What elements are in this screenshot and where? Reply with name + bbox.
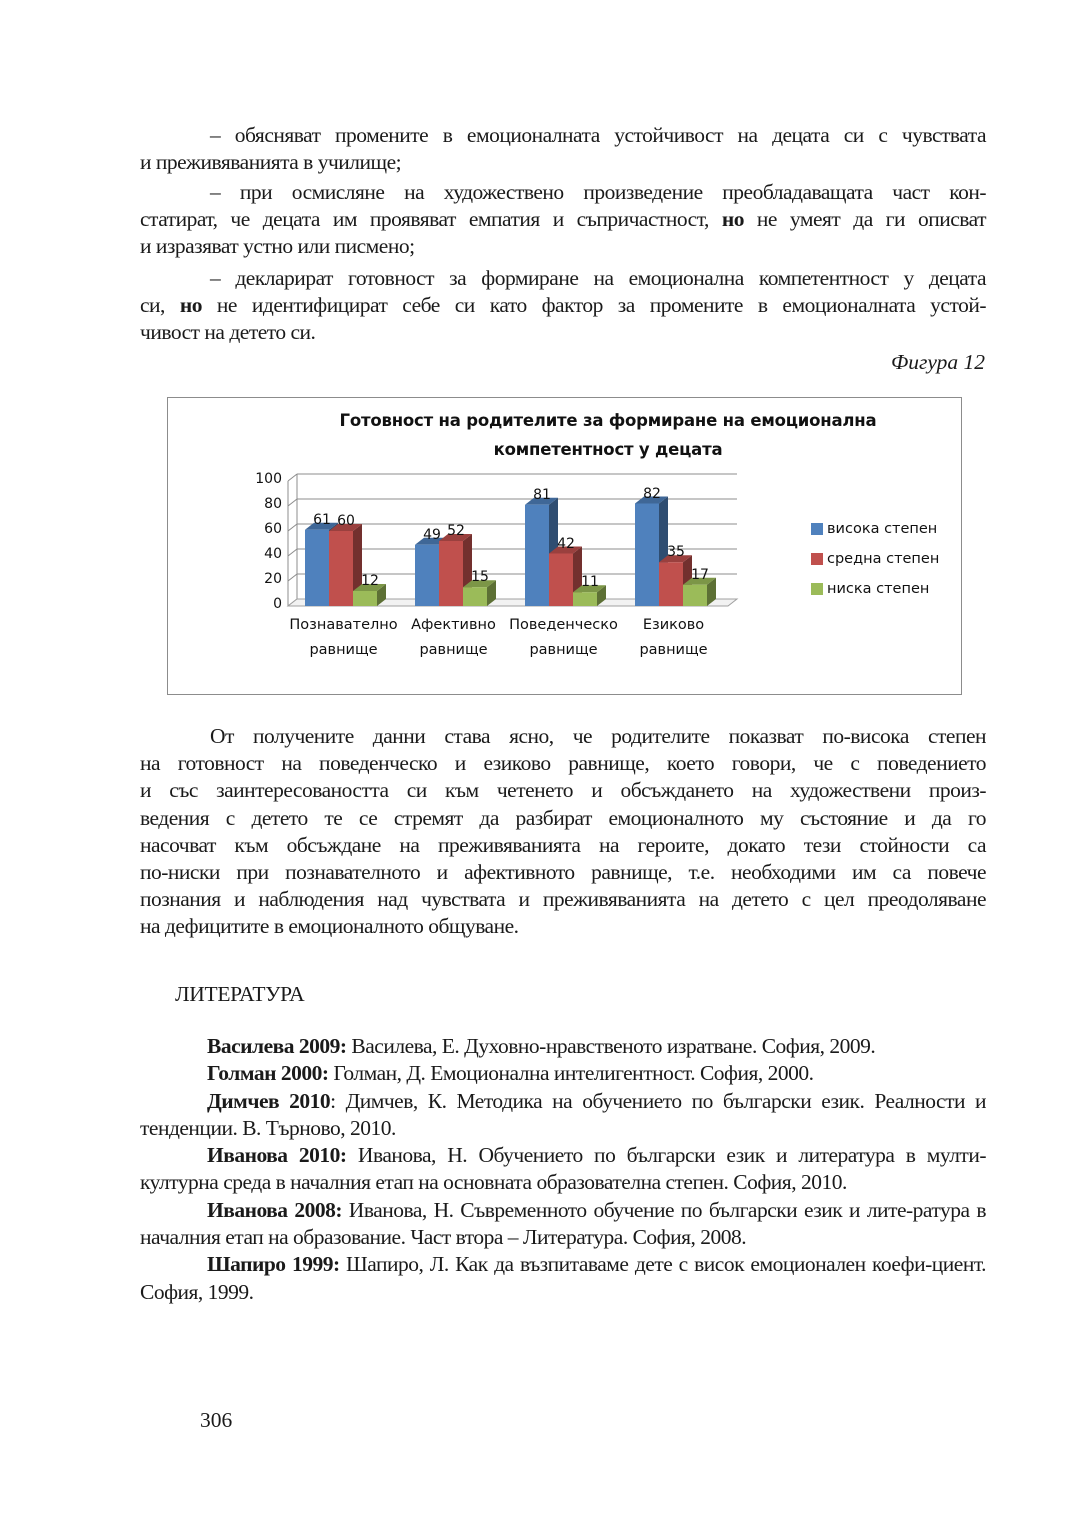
text-line: и изразяват устно или писмено; [140,234,415,259]
reference-item: Иванова 2008: Иванова, Н. Съвременното обучение по български език и лите-ратура в началния етап на образование. Част втора – Литература. София, 2008. [140,1197,987,1250]
y-tick-label: 100 [255,471,282,487]
data-label: 11 [581,574,599,591]
y-tick-label: 60 [264,521,282,537]
text-line: на дефицитите в емоционалното общуване. [140,914,519,939]
legend-swatch-blue [811,523,823,535]
bullet-paragraph-1 [140,122,986,176]
text-line: насочват към обсъждане на преживяванията на героите, докато тези стойности са [140,832,986,857]
reference-item: Шапиро 1999: Шапиро, Л. Как да възпитаваме дете с висок емоционален коефи-циент. София, 1999. [140,1252,986,1304]
reference-item: Голман 2000: Голман, Д. Емоционална интелигентност. София, 2000. [207,1061,814,1086]
legend-swatch-green [811,583,823,595]
legend-swatch-red [811,553,823,565]
data-label: 12 [361,573,379,589]
references-list [140,1033,986,1306]
legend-item-medium: средна степен [811,544,939,574]
emphasis: но [721,207,744,232]
data-label: 61 [313,511,331,528]
x-category-label: Езиково равнище [639,617,708,658]
text-line: ведения с детето те се стремят да разбират емоционалното му състояние и да го [140,805,986,830]
text-line: и със заинтересоваността си към четенето и обсъждането на художествени произ- [140,778,986,803]
chart-title: Готовност на родителите за формиране на емоционална компетентност у децата [339,411,877,459]
reference-item: Димчев 2010: Димчев, К. Методика на обучението по български език. Реалности и тенденции. В. Търново, 2010. [140,1088,986,1140]
text-line: От получените данни става ясно, че родителите показват по-висока степен [210,724,986,748]
data-label: 81 [533,486,551,503]
text-line: и преживяванията в училище; [140,150,402,175]
data-label: 15 [471,569,489,586]
text-line: чивост на детето си. [140,320,316,345]
text-line: – декларират готовност за формиране на емоционална компетентност у децата [210,266,986,290]
page-number: 306 [200,1408,233,1432]
data-label: 60 [337,513,355,529]
chart-legend [811,514,939,604]
y-tick-label: 40 [264,546,282,562]
data-label: 35 [667,544,685,561]
text-line: познания и наблюдения над чувствата и преживяванията на детето с цел преодоляване [140,887,986,912]
bullet-paragraph-3: – декларират готовност за формиране на емоционална компетентност у децата си, но не идентифицират себе си като фактор за промените в емоционалната устой- чивост на детето си. [140,265,986,347]
data-label: 42 [557,535,575,552]
text-line: на готовност на поведенческо и езиково равнище, което говори, че с поведението [140,751,986,776]
data-label: 82 [643,485,661,502]
x-category-label: Познавателно равнище [289,617,398,658]
text-line: – обясняват промените в емоционалната устойчивост на децата си с чувствата [210,123,986,147]
data-label: 52 [447,523,465,539]
emphasis: но [179,293,202,318]
x-category-label: Поведенческо равнище [509,617,618,658]
figure-caption: Фигура 12 [890,350,985,374]
data-label: 17 [691,566,709,583]
legend-item-low: ниска степен [811,574,939,604]
y-tick-label: 0 [273,596,282,612]
chart [167,397,962,695]
data-label: 49 [423,526,441,543]
references-heading: ЛИТЕРАТУРА [175,982,305,1006]
text-line: – при осмисляне на художествено произведение преобладаващата част кон- [210,180,986,204]
x-category-label: Афективно равнище [411,617,496,658]
legend-item-high: висока степен [811,514,939,544]
y-tick-label: 20 [264,571,282,587]
text-line: по-ниски при познавателното и афективното равнище, т.е. необходими им са повече [140,860,986,885]
reference-item: Иванова 2010: Иванова, Н. Обучението по български език и литература в мулти-културна среда в началния етап на основната образователна степен. София, 2010. [140,1143,986,1195]
conclusion-paragraph [140,723,986,941]
y-tick-label: 80 [264,496,282,512]
bullet-paragraph-2: – при осмисляне на художествено произведение преобладаващата част кон- статират, че децата им проявяват емпатия и съпричастност, но не умеят да ги описват и изразяват устно или писмено; [140,179,986,261]
reference-item: Василева 2009: Василева, Е. Духовно-нравственото изратване. София, 2009. [207,1034,876,1058]
